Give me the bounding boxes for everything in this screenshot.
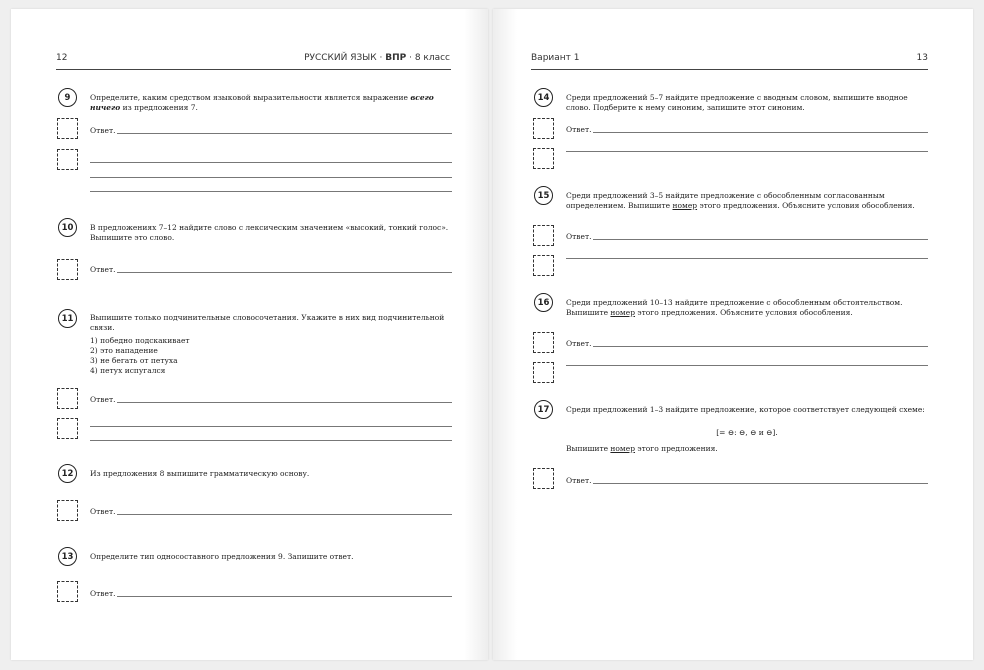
sentence-scheme: [= ⊖: ⊖, ⊖ и ⊖]. — [716, 428, 778, 437]
answer-line[interactable] — [117, 514, 452, 515]
running-header: РУССКИЙ ЯЗЫК · ВПР · 8 класс — [304, 53, 450, 63]
answer-line[interactable] — [90, 162, 452, 163]
answer-line[interactable] — [593, 483, 928, 484]
answer-line[interactable] — [117, 596, 452, 597]
question-15-text: Среди предложений 3–5 найдите предложение с обособленным согласованным определением. Выпишите номер этого предложения. Объясните условия обособления. — [566, 191, 915, 210]
left-page — [11, 9, 488, 660]
answer-box[interactable] — [533, 255, 554, 276]
question-number-17: 17 — [534, 400, 553, 419]
answer-box[interactable] — [57, 149, 78, 170]
answer-line[interactable] — [566, 151, 928, 152]
answer-box[interactable] — [57, 418, 78, 439]
answer-line[interactable] — [117, 402, 452, 403]
question-17-instruction: Выпишите номер этого предложения. — [566, 444, 718, 453]
answer-line[interactable] — [90, 191, 452, 192]
answer-box[interactable] — [533, 118, 554, 139]
option: 3) не бегать от петуха — [90, 356, 178, 365]
answer-line[interactable] — [90, 440, 452, 441]
option: 2) это нападение — [90, 346, 158, 355]
question-number-10: 10 — [58, 218, 77, 237]
question-14-text: Среди предложений 5–7 найдите предложение с вводным словом, выпишите вводное слово. Подберите к нему синоним, запишите этот синоним. — [566, 93, 908, 112]
page-number: 13 — [916, 53, 928, 63]
question-9-text: Определите, каким средством языковой выразительности является выражение всего ничего из предложения 7. — [90, 93, 434, 112]
answer-label: Ответ. — [90, 589, 116, 598]
answer-box[interactable] — [533, 332, 554, 353]
question-11-options — [90, 336, 452, 376]
question-number-13: 13 — [58, 547, 77, 566]
header-rule — [531, 69, 928, 70]
question-number-15: 15 — [534, 186, 553, 205]
answer-box[interactable] — [533, 468, 554, 489]
question-10-text: В предложениях 7–12 найдите слово с лексическим значением «высокий, тонкий голос». Выпишите это слово. — [90, 223, 449, 242]
answer-line[interactable] — [566, 365, 928, 366]
answer-box[interactable] — [57, 388, 78, 409]
answer-line[interactable] — [593, 346, 928, 347]
answer-line[interactable] — [593, 132, 928, 133]
question-11-text: Выпишите только подчинительные словосочетания. Укажите в них вид подчинительной связи. — [90, 313, 445, 332]
answer-label: Ответ. — [90, 265, 116, 274]
header-rule — [56, 69, 451, 70]
answer-label: Ответ. — [566, 125, 592, 134]
answer-box[interactable] — [57, 259, 78, 280]
answer-box[interactable] — [57, 500, 78, 521]
option: 1) победно подскакивает — [90, 336, 190, 345]
page-gutter-shadow — [464, 9, 488, 660]
question-number-11: 11 — [58, 309, 77, 328]
answer-label: Ответ. — [566, 232, 592, 241]
question-13-text: Определите тип односоставного предложения 9. Запишите ответ. — [90, 552, 354, 561]
page-gutter-shadow — [493, 9, 517, 660]
answer-line[interactable] — [117, 133, 452, 134]
answer-label: Ответ. — [90, 126, 116, 135]
answer-line[interactable] — [593, 239, 928, 240]
answer-box[interactable] — [533, 362, 554, 383]
answer-box[interactable] — [533, 148, 554, 169]
question-16-text: Среди предложений 10–13 найдите предложение с обособленным обстоятельством. Выпишите номер этого предложения. Объясните условия обособления. — [566, 298, 903, 317]
answer-line[interactable] — [90, 426, 452, 427]
answer-label: Ответ. — [566, 339, 592, 348]
answer-line[interactable] — [90, 177, 452, 178]
question-12-text: Из предложения 8 выпишите грамматическую основу. — [90, 469, 310, 478]
answer-box[interactable] — [57, 118, 78, 139]
answer-box[interactable] — [57, 581, 78, 602]
answer-label: Ответ. — [90, 507, 116, 516]
answer-line[interactable] — [566, 258, 928, 259]
question-number-14: 14 — [534, 88, 553, 107]
question-number-16: 16 — [534, 293, 553, 312]
option: 4) петух испугался — [90, 366, 166, 375]
answer-line[interactable] — [117, 272, 452, 273]
answer-label: Ответ. — [566, 476, 592, 485]
answer-label: Ответ. — [90, 395, 116, 404]
answer-box[interactable] — [533, 225, 554, 246]
question-number-12: 12 — [58, 464, 77, 483]
page-number: 12 — [56, 53, 68, 63]
right-page — [493, 9, 973, 660]
question-17-text: Среди предложений 1–3 найдите предложение, которое соответствует следующей схеме: — [566, 405, 925, 414]
variant-label: Вариант 1 — [531, 53, 580, 63]
question-number-9: 9 — [58, 88, 77, 107]
